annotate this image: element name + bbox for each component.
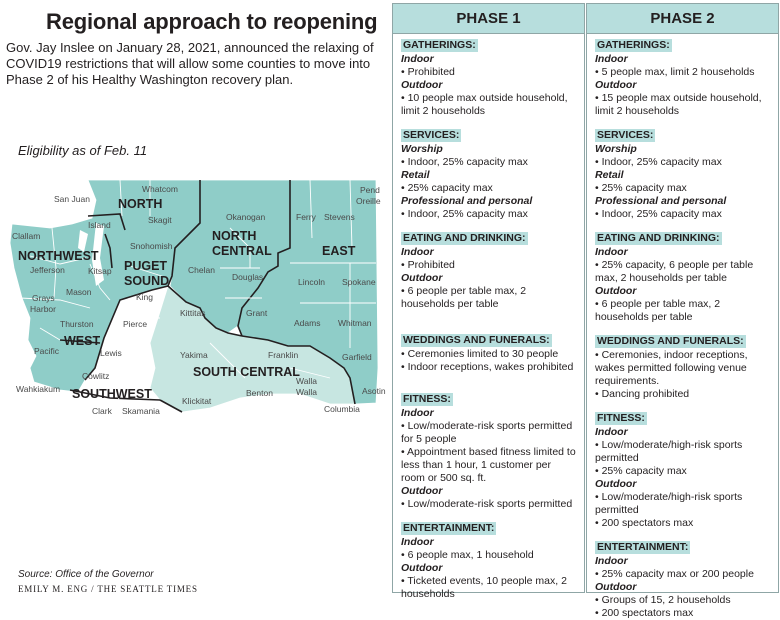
county-chelan: Chelan bbox=[188, 265, 215, 275]
county-benton: Benton bbox=[246, 388, 273, 398]
county-island: Island bbox=[88, 220, 111, 230]
section-title: FITNESS: bbox=[597, 412, 645, 424]
section-title: GATHERINGS: bbox=[403, 39, 476, 51]
list-item: • Low/moderate/high-risk sports permitted bbox=[595, 491, 743, 516]
county-lewis: Lewis bbox=[100, 348, 122, 358]
sub-label: Outdoor bbox=[401, 485, 443, 497]
county-jefferson: Jefferson bbox=[30, 265, 65, 275]
sub-label: Worship bbox=[401, 143, 443, 155]
phase1-services bbox=[401, 129, 576, 221]
phase1-gatherings bbox=[401, 39, 576, 118]
list-item: • Indoor, 25% capacity max bbox=[595, 156, 722, 168]
page-title: Regional approach to reopening bbox=[46, 9, 378, 34]
region-label-northwest: NORTHWEST bbox=[18, 249, 99, 263]
phase1-title: PHASE 1 bbox=[393, 4, 584, 34]
region-label-southwest: SOUTHWEST bbox=[72, 387, 152, 401]
list-item: • Low/moderate/high-risk sports permitted bbox=[595, 439, 743, 464]
list-item: • 6 people per table max, 2 households per table bbox=[401, 285, 527, 310]
phase2-fitness bbox=[595, 412, 770, 530]
county-walla-walla-1: Walla bbox=[296, 376, 317, 386]
sub-label: Indoor bbox=[595, 53, 628, 65]
county-clallam: Clallam bbox=[12, 231, 41, 241]
list-item: • Appointment based fitness limited to less than 1 hour, 1 customer per room or 500 sq. ft. bbox=[401, 446, 576, 484]
list-item: • 25% capacity max or 200 people bbox=[595, 568, 754, 580]
list-item: • Indoor receptions, wakes prohibited bbox=[401, 361, 574, 373]
section-title: WEDDINGS AND FUNERALS: bbox=[403, 334, 550, 346]
region-label-north: NORTH bbox=[118, 197, 163, 211]
county-columbia: Columbia bbox=[324, 404, 360, 414]
sub-label: Outdoor bbox=[595, 285, 637, 297]
region-label-puget-2: SOUND bbox=[124, 274, 170, 288]
sub-label: Indoor bbox=[595, 246, 628, 258]
list-item: • 200 spectators max bbox=[595, 607, 694, 619]
county-klickitat: Klickitat bbox=[182, 396, 212, 406]
list-item: • Ticketed events, 10 people max, 2 households bbox=[401, 575, 567, 600]
county-whitman: Whitman bbox=[338, 318, 372, 328]
sub-label: Indoor bbox=[595, 555, 628, 567]
county-skamania: Skamania bbox=[122, 406, 160, 416]
sub-label: Outdoor bbox=[401, 79, 443, 91]
county-pend-oreille-1: Pend bbox=[360, 185, 380, 195]
phase1-eating bbox=[401, 232, 576, 311]
list-item: • Prohibited bbox=[401, 66, 455, 78]
county-snohomish: Snohomish bbox=[130, 241, 173, 251]
list-item: • 10 people max outside household, limit 2 households bbox=[401, 92, 568, 117]
county-ferry: Ferry bbox=[296, 212, 316, 222]
phase2-services bbox=[595, 129, 770, 221]
county-mason: Mason bbox=[66, 287, 92, 297]
sub-label: Indoor bbox=[401, 407, 434, 419]
section-title: SERVICES: bbox=[403, 129, 460, 141]
eligibility-date: Eligibility as of Feb. 11 bbox=[18, 143, 148, 158]
sub-label: Outdoor bbox=[401, 272, 443, 284]
county-pacific: Pacific bbox=[34, 346, 60, 356]
list-item: • 25% capacity max bbox=[595, 182, 687, 194]
phase2-gatherings bbox=[595, 39, 770, 118]
section-title: SERVICES: bbox=[597, 129, 654, 141]
list-item: • Indoor, 25% capacity max bbox=[595, 208, 722, 220]
county-grays-harbor-1: Grays bbox=[32, 293, 55, 303]
county-cowlitz: Cowlitz bbox=[82, 371, 110, 381]
list-item: • Indoor, 25% capacity max bbox=[401, 208, 528, 220]
county-king: King bbox=[136, 292, 154, 302]
county-thurston: Thurston bbox=[60, 319, 94, 329]
source-note: Source: Office of the Governor bbox=[18, 569, 154, 580]
region-label-west: WEST bbox=[64, 334, 101, 348]
list-item: • Dancing prohibited bbox=[595, 388, 690, 400]
county-asotin: Asotin bbox=[362, 386, 386, 396]
section-title: FITNESS: bbox=[403, 393, 451, 405]
list-item: • Prohibited bbox=[401, 259, 455, 271]
county-walla-walla-2: Walla bbox=[296, 387, 317, 397]
county-adams: Adams bbox=[294, 318, 321, 328]
sub-label: Retail bbox=[401, 169, 430, 181]
list-item: • 6 people per table max, 2 households per table bbox=[595, 298, 721, 323]
county-whatcom: Whatcom bbox=[142, 184, 178, 194]
list-item: • 6 people max, 1 household bbox=[401, 549, 534, 561]
county-stevens: Stevens bbox=[324, 212, 355, 222]
county-pend-oreille-2: Oreille bbox=[356, 196, 381, 206]
phase2-weddings bbox=[595, 335, 770, 401]
credit-line: EMILY M. ENG / THE SEATTLE TIMES bbox=[18, 584, 198, 594]
county-okanogan: Okanogan bbox=[226, 212, 266, 222]
washington-region-map bbox=[0, 168, 390, 430]
sub-label: Professional and personal bbox=[401, 195, 533, 207]
sub-label: Indoor bbox=[401, 53, 434, 65]
section-title: EATING AND DRINKING: bbox=[403, 232, 526, 244]
list-item: • Ceremonies, indoor receptions, wakes permitted following venue requirements. bbox=[595, 349, 748, 387]
sub-label: Outdoor bbox=[401, 562, 443, 574]
county-grays-harbor-2: Harbor bbox=[30, 304, 56, 314]
list-item: • Ceremonies limited to 30 people bbox=[401, 348, 559, 360]
phase2-entertainment bbox=[595, 541, 770, 620]
phase2-panel bbox=[586, 3, 779, 619]
list-item: • Low/moderate-risk sports permitted for 5 people bbox=[401, 420, 573, 445]
county-kitsap: Kitsap bbox=[88, 266, 112, 276]
list-item: • 5 people max, limit 2 households bbox=[595, 66, 755, 78]
section-title: ENTERTAINMENT: bbox=[403, 522, 495, 534]
section-title: EATING AND DRINKING: bbox=[597, 232, 720, 244]
list-item: • 15 people max outside household, limit 2 households bbox=[595, 92, 762, 117]
sub-label: Indoor bbox=[401, 536, 434, 548]
county-franklin: Franklin bbox=[268, 350, 299, 360]
region-label-north-central-1: NORTH bbox=[212, 229, 257, 243]
phase2-eating bbox=[595, 232, 770, 324]
county-garfield: Garfield bbox=[342, 352, 372, 362]
county-spokane: Spokane bbox=[342, 277, 376, 287]
list-item: • Indoor, 25% capacity max bbox=[401, 156, 528, 168]
list-item: • 25% capacity max bbox=[595, 465, 687, 477]
county-san-juan: San Juan bbox=[54, 194, 90, 204]
region-label-east: EAST bbox=[322, 244, 356, 258]
region-label-puget-1: PUGET bbox=[124, 259, 168, 273]
county-pierce: Pierce bbox=[123, 319, 148, 329]
region-label-north-central-2: CENTRAL bbox=[212, 244, 272, 258]
list-item: • 25% capacity max bbox=[401, 182, 493, 194]
county-yakima: Yakima bbox=[180, 350, 208, 360]
sub-label: Professional and personal bbox=[595, 195, 727, 207]
sub-label: Indoor bbox=[401, 246, 434, 258]
county-grant: Grant bbox=[246, 308, 268, 318]
county-douglas: Douglas bbox=[232, 272, 264, 282]
phase1-fitness bbox=[401, 393, 576, 511]
county-skagit: Skagit bbox=[148, 215, 172, 225]
sub-label: Indoor bbox=[595, 426, 628, 438]
list-item: • 200 spectators max bbox=[595, 517, 694, 529]
county-lincoln: Lincoln bbox=[298, 277, 325, 287]
sub-label: Outdoor bbox=[595, 478, 637, 490]
phase2-title: PHASE 2 bbox=[587, 4, 778, 34]
sub-label: Outdoor bbox=[595, 581, 637, 593]
section-title: WEDDINGS AND FUNERALS: bbox=[597, 335, 744, 347]
list-item: • Groups of 15, 2 households bbox=[595, 594, 731, 606]
sub-label: Retail bbox=[595, 169, 624, 181]
sub-label: Worship bbox=[595, 143, 637, 155]
list-item: • Low/moderate-risk sports permitted bbox=[401, 498, 573, 510]
county-wahkiakum: Wahkiakum bbox=[16, 384, 61, 394]
region-label-south-central: SOUTH CENTRAL bbox=[193, 365, 300, 379]
intro-text: Gov. Jay Inslee on January 28, 2021, announced the relaxing of COVID19 restrictions that will allow some counties to move into Phase 2 of his Healthy Washington recovery plan. bbox=[6, 40, 374, 87]
phase1-weddings bbox=[401, 334, 576, 374]
section-title: GATHERINGS: bbox=[597, 39, 670, 51]
list-item: • 25% capacity, 6 people per table max, 2 households per table bbox=[595, 259, 754, 284]
county-clark: Clark bbox=[92, 406, 112, 416]
phase1-panel bbox=[392, 3, 585, 600]
county-kittitas: Kittitas bbox=[180, 308, 206, 318]
sub-label: Outdoor bbox=[595, 79, 637, 91]
section-title: ENTERTAINMENT: bbox=[597, 541, 689, 553]
phase1-entertainment bbox=[401, 522, 576, 601]
